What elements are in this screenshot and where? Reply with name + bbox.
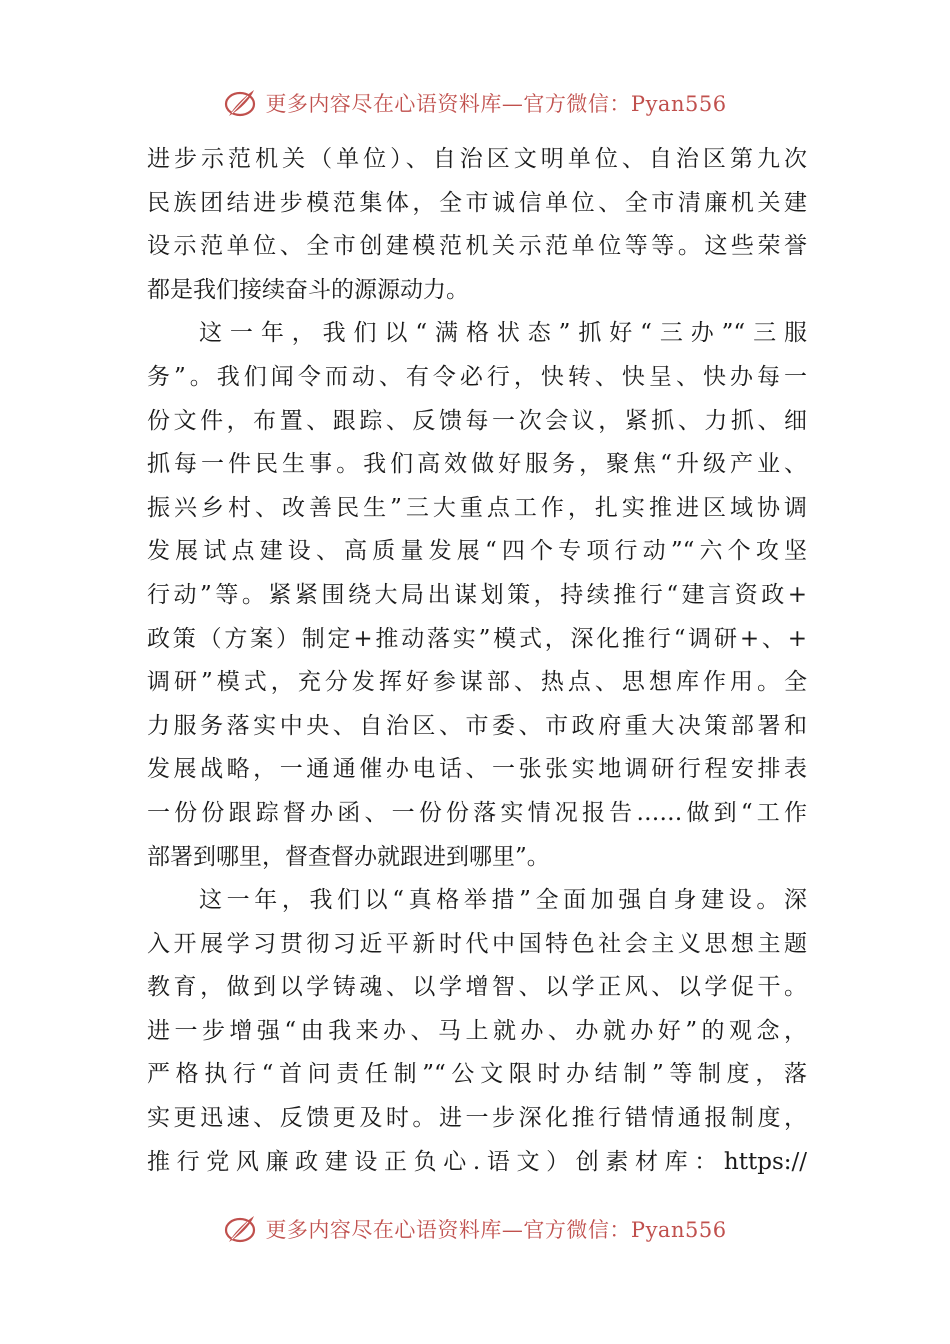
quill-logo-icon xyxy=(223,86,259,120)
text-line: 振兴乡村、改善民生”三大重点工作，扎实推进区域协调 xyxy=(147,494,807,521)
text-line: 部署到哪里，督查督办就跟进到哪里”。 xyxy=(147,843,550,870)
quill-logo-icon xyxy=(223,1212,259,1246)
text-line: 都是我们接续奋斗的源源动力。 xyxy=(147,276,469,303)
text-line: 严格执行“首问责任制”“公文限时办结制”等制度，落 xyxy=(147,1061,807,1088)
text-line: 教育，做到以学铸魂、以学增智、以学正风、以学促干。 xyxy=(147,974,807,1001)
document-body xyxy=(147,138,807,1184)
header-banner xyxy=(0,86,950,120)
text-line: 份文件，布置、跟踪、反馈每一次会议，紧抓、力抓、细 xyxy=(147,407,807,434)
text-line: 设示范单位、全市创建模范机关示范单位等等。这些荣誉 xyxy=(147,233,807,260)
text-line: 实更迅速、反馈更及时。进一步深化推行错情通报制度， xyxy=(147,1105,807,1132)
text-line: 推行党风廉政建设正负心.语文）创素材库：https:// xyxy=(147,1148,807,1175)
text-line: 发展战略，一通通催办电话、一张张实地调研行程安排表 xyxy=(147,756,807,783)
text-line: 一份份跟踪督办函、一份份落实情况报告……做到“工作 xyxy=(147,799,807,826)
text-line: 发展试点建设、高质量发展“四个专项行动”“六个攻坚 xyxy=(147,538,807,565)
text-line: 入开展学习贯彻习近平新时代中国特色社会主义思想主题 xyxy=(147,930,807,957)
footer-text: 更多内容尽在心语资料库—官方微信：Pyan556 xyxy=(265,1218,727,1242)
header-text: 更多内容尽在心语资料库—官方微信：Pyan556 xyxy=(265,92,727,116)
text-line: 政策（方案）制定+推动落实”模式，深化推行“调研+、+ xyxy=(147,625,807,652)
footer-banner xyxy=(0,1212,950,1246)
text-line: 这一年，我们以“真格举措”全面加强自身建设。深 xyxy=(199,887,807,914)
text-line: 行动”等。紧紧围绕大局出谋划策，持续推行“建言资政+ xyxy=(147,581,807,608)
text-line: 力服务落实中央、自治区、市委、市政府重大决策部署和 xyxy=(147,712,807,739)
text-line: 这一年，我们以“满格状态”抓好“三办”“三服 xyxy=(199,320,807,347)
text-line: 进一步增强“由我来办、马上就办、办就办好”的观念， xyxy=(147,1017,807,1044)
text-line: 抓每一件民生事。我们高效做好服务，聚焦“升级产业、 xyxy=(147,451,807,478)
text-line: 务”。我们闻令而动、有令必行，快转、快呈、快办每一 xyxy=(147,363,807,390)
text-line: 调研”模式，充分发挥好参谋部、热点、思想库作用。全 xyxy=(147,669,807,696)
text-line: 进步示范机关（单位）、自治区文明单位、自治区第九次 xyxy=(147,146,807,172)
text-line: 民族团结进步模范集体，全市诚信单位、全市清廉机关建 xyxy=(147,189,807,216)
